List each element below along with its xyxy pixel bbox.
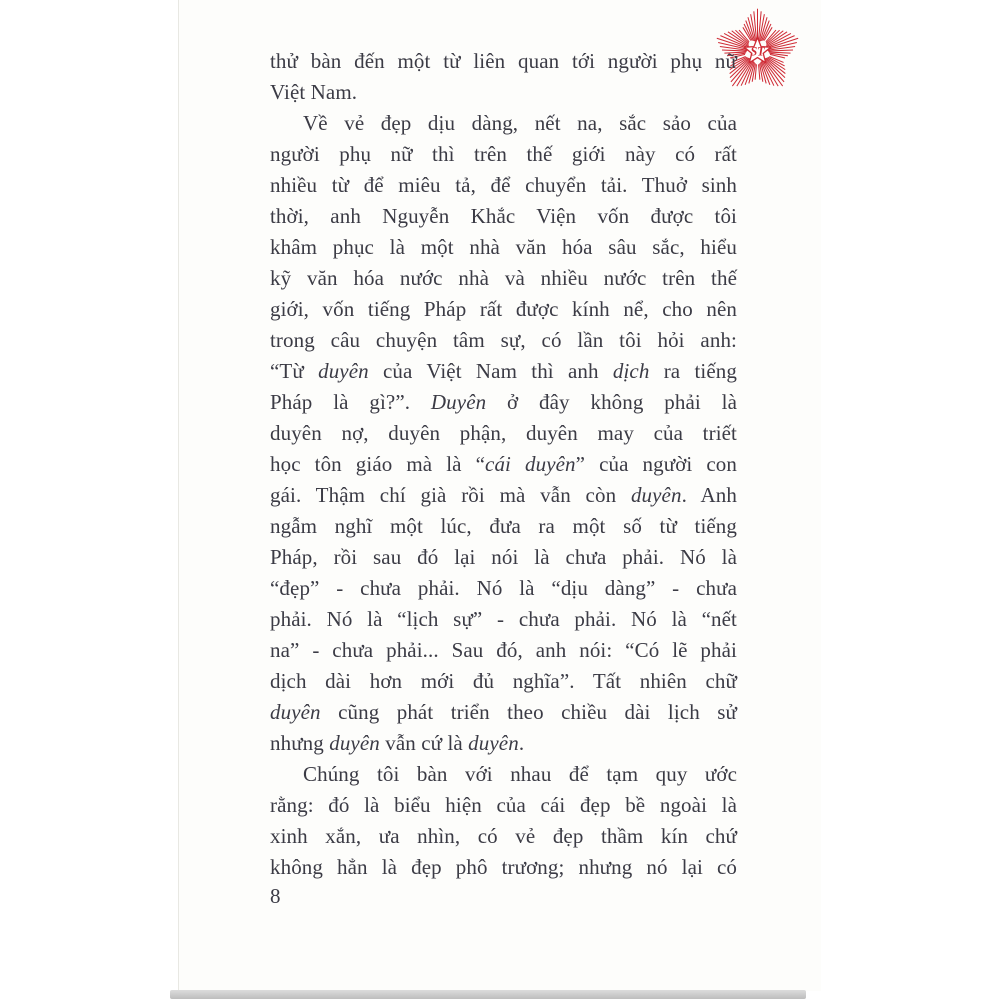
text-line <box>270 790 737 821</box>
text-line <box>270 387 737 418</box>
text-line <box>270 294 737 325</box>
text-run: ” của người con <box>575 452 738 476</box>
text-run: duyên nợ, duyên phận, duyên may của triết <box>270 421 737 445</box>
italic-text-run: duyên <box>329 731 380 755</box>
text-run: nhưng <box>270 731 330 755</box>
page-bottom-edge-shadow <box>170 990 806 999</box>
text-run: Việt Nam. <box>270 80 358 104</box>
italic-text-run: cái duyên <box>485 452 576 476</box>
text-run: . Anh <box>681 483 737 507</box>
italic-text-run: duyên <box>468 731 519 755</box>
text-run: nhiều từ để miêu tả, để chuyển tải. Thuở sinh <box>270 173 737 197</box>
text-line <box>270 325 737 356</box>
page-number: 8 <box>270 884 281 908</box>
text-run: không hẳn là đẹp phô trương; nhưng nó lại có <box>270 855 737 879</box>
text-run: cũng phát triển theo chiều dài lịch sử <box>320 700 737 724</box>
logo-monogram: ST <box>750 44 765 59</box>
text-line <box>270 852 737 883</box>
text-line <box>270 697 737 728</box>
text-run: trong câu chuyện tâm sự, có lần tôi hỏi anh: <box>270 328 737 352</box>
text-line <box>270 666 737 697</box>
text-run: Pháp là gì?”. <box>270 390 431 414</box>
text-run: thời, anh Nguyễn Khắc Viện vốn được tôi <box>270 204 737 228</box>
text-run: phải. Nó là “lịch sự” - chưa phải. Nó là “nết <box>270 607 737 631</box>
text-line <box>270 170 737 201</box>
text-run: Về vẻ đẹp dịu dàng, nết na, sắc sảo của <box>303 111 737 135</box>
italic-text-run: duyên <box>318 359 369 383</box>
text-run: “đẹp” - chưa phải. Nó là “dịu dàng” - chưa <box>270 576 737 600</box>
text-run: “Từ <box>270 359 319 383</box>
text-run: xinh xắn, ưa nhìn, có vẻ đẹp thầm kín chứ <box>270 824 737 848</box>
text-run: Pháp, rồi sau đó lại nói là chưa phải. Nó là <box>270 545 737 569</box>
text-line <box>270 46 737 77</box>
text-line <box>270 77 737 108</box>
text-line <box>270 511 737 542</box>
text-line <box>270 108 737 139</box>
page-text <box>270 46 737 883</box>
text-run: thử bàn đến một từ liên quan tới người phụ nữ <box>270 49 737 73</box>
text-run: học tôn giáo mà là “ <box>270 452 486 476</box>
text-run: dịch dài hơn mới đủ nghĩa”. Tất nhiên chữ <box>270 669 737 693</box>
text-run: na” - chưa phải... Sau đó, anh nói: “Có lẽ phải <box>270 638 737 662</box>
italic-text-run: duyên <box>270 700 321 724</box>
text-line <box>270 604 737 635</box>
text-line <box>270 232 737 263</box>
text-line <box>270 821 737 852</box>
text-line <box>270 418 737 449</box>
text-line <box>270 573 737 604</box>
text-line <box>270 759 737 790</box>
text-run: người phụ nữ thì trên thế giới này có rất <box>270 142 737 166</box>
text-line <box>270 542 737 573</box>
text-run: khâm phục là một nhà văn hóa sâu sắc, hiểu <box>270 235 737 259</box>
text-run: của Việt Nam thì anh <box>368 359 613 383</box>
italic-text-run: dịch <box>612 359 650 383</box>
text-run: vẫn cứ là <box>379 731 469 755</box>
text-line <box>270 480 737 511</box>
text-run: Chúng tôi bàn với nhau để tạm quy ước <box>303 762 737 786</box>
text-line <box>270 201 737 232</box>
text-line <box>270 139 737 170</box>
text-run: ngẫm nghĩ một lúc, đưa ra một số từ tiếng <box>270 514 737 538</box>
text-run: ở đây không phải là <box>486 390 737 414</box>
text-line <box>270 449 737 480</box>
text-line <box>270 263 737 294</box>
book-page-scan <box>178 0 821 991</box>
text-run: kỹ văn hóa nước nhà và nhiều nước trên thế <box>270 266 737 290</box>
text-run: gái. Thậm chí già rồi mà vẫn còn <box>270 483 631 507</box>
italic-text-run: Duyên <box>430 390 487 414</box>
text-run: giới, vốn tiếng Pháp rất được kính nể, cho nên <box>270 297 737 321</box>
text-line <box>270 728 737 759</box>
text-run: . <box>518 731 525 755</box>
text-run: ra tiếng <box>649 359 737 383</box>
text-run: rằng: đó là biểu hiện của cái đẹp bề ngoài là <box>270 793 737 817</box>
text-line <box>270 635 737 666</box>
italic-text-run: duyên <box>630 483 682 507</box>
text-line <box>270 356 737 387</box>
